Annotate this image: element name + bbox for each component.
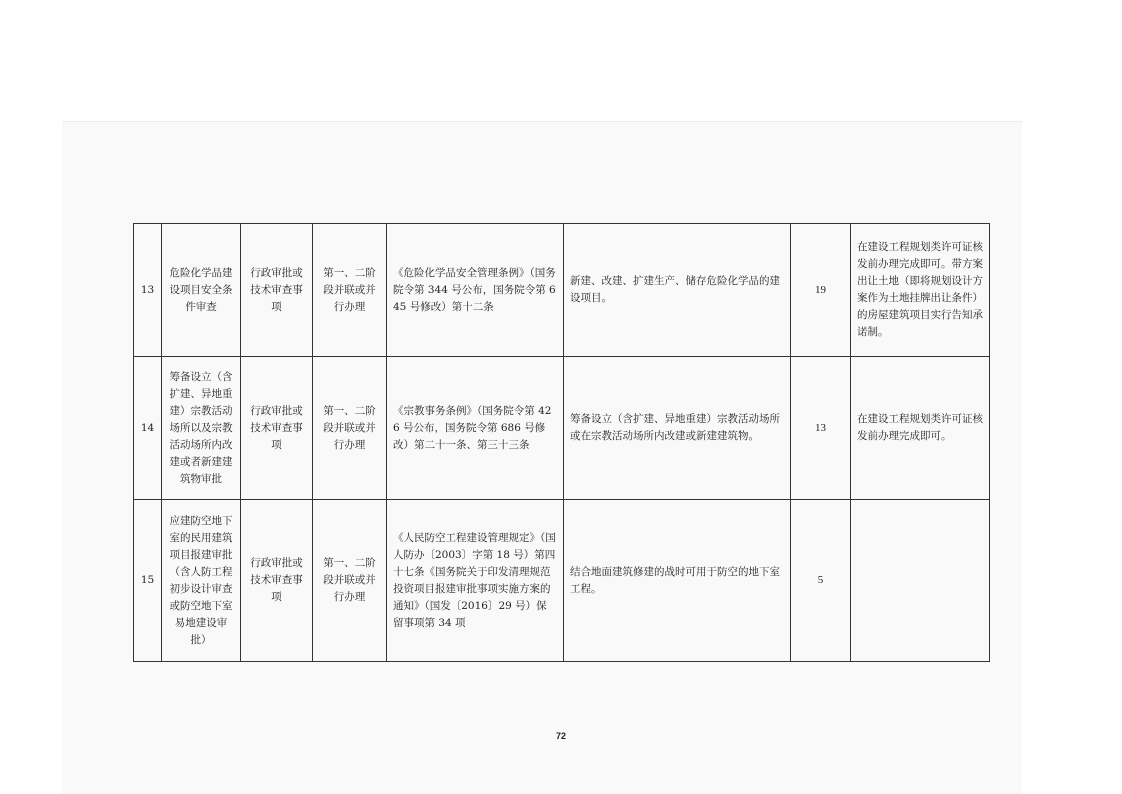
row-number: 14: [134, 357, 162, 500]
row-number: 15: [134, 500, 162, 662]
table-row: [134, 357, 990, 500]
page-number: 72: [555, 731, 566, 741]
table-row: [134, 224, 990, 357]
item-name: 筹备设立（含扩建、异地重建）宗教活动场所以及宗教活动场所内改建或者新建建筑物审批: [162, 357, 241, 500]
approval-items-table: [133, 223, 990, 662]
processing-stage: 第一、二阶段并联或并行办理: [313, 357, 387, 500]
item-type: 行政审批或技术审查事项: [241, 224, 313, 357]
remark: [851, 500, 990, 662]
time-limit: 19: [791, 224, 851, 357]
row-number: 13: [134, 224, 162, 357]
legal-basis: 《人民防空工程建设管理规定》（国人防办〔2003〕字第 18 号）第四十七条《国务院关于印发清理规范投资项目报建审批事项实施方案的通知》（国发〔2016〕29 号）保留事项第 34 项: [387, 500, 564, 662]
item-type: 行政审批或技术审查事项: [241, 357, 313, 500]
remark: 在建设工程规划类许可证核发前办理完成即可。带方案出让土地（即将规划设计方案作为土地挂牌出让条件）的房屋建筑项目实行告知承诺制。: [851, 224, 990, 357]
item-name: 应建防空地下室的民用建筑项目报建审批（含人防工程初步设计审查或防空地下室易地建设审批）: [162, 500, 241, 662]
applicable-scope: 新建、改建、扩建生产、储存危险化学品的建设项目。: [564, 224, 791, 357]
applicable-scope: 筹备设立（含扩建、异地重建）宗教活动场所或在宗教活动场所内改建或新建建筑物。: [564, 357, 791, 500]
time-limit: 5: [791, 500, 851, 662]
time-limit: 13: [791, 357, 851, 500]
legal-basis: 《宗教事务条例》（国务院令第 426 号公布，国务院令第 686 号修改）第二十一条、第三十三条: [387, 357, 564, 500]
item-name: 危险化学品建设项目安全条件审查: [162, 224, 241, 357]
processing-stage: 第一、二阶段并联或并行办理: [313, 224, 387, 357]
legal-basis: 《危险化学品安全管理条例》（国务院令第 344 号公布，国务院令第 645 号修改）第十二条: [387, 224, 564, 357]
item-type: 行政审批或技术审查事项: [241, 500, 313, 662]
remark: 在建设工程规划类许可证核发前办理完成即可。: [851, 357, 990, 500]
processing-stage: 第一、二阶段并联或并行办理: [313, 500, 387, 662]
table-row: [134, 500, 990, 662]
applicable-scope: 结合地面建筑修建的战时可用于防空的地下室工程。: [564, 500, 791, 662]
